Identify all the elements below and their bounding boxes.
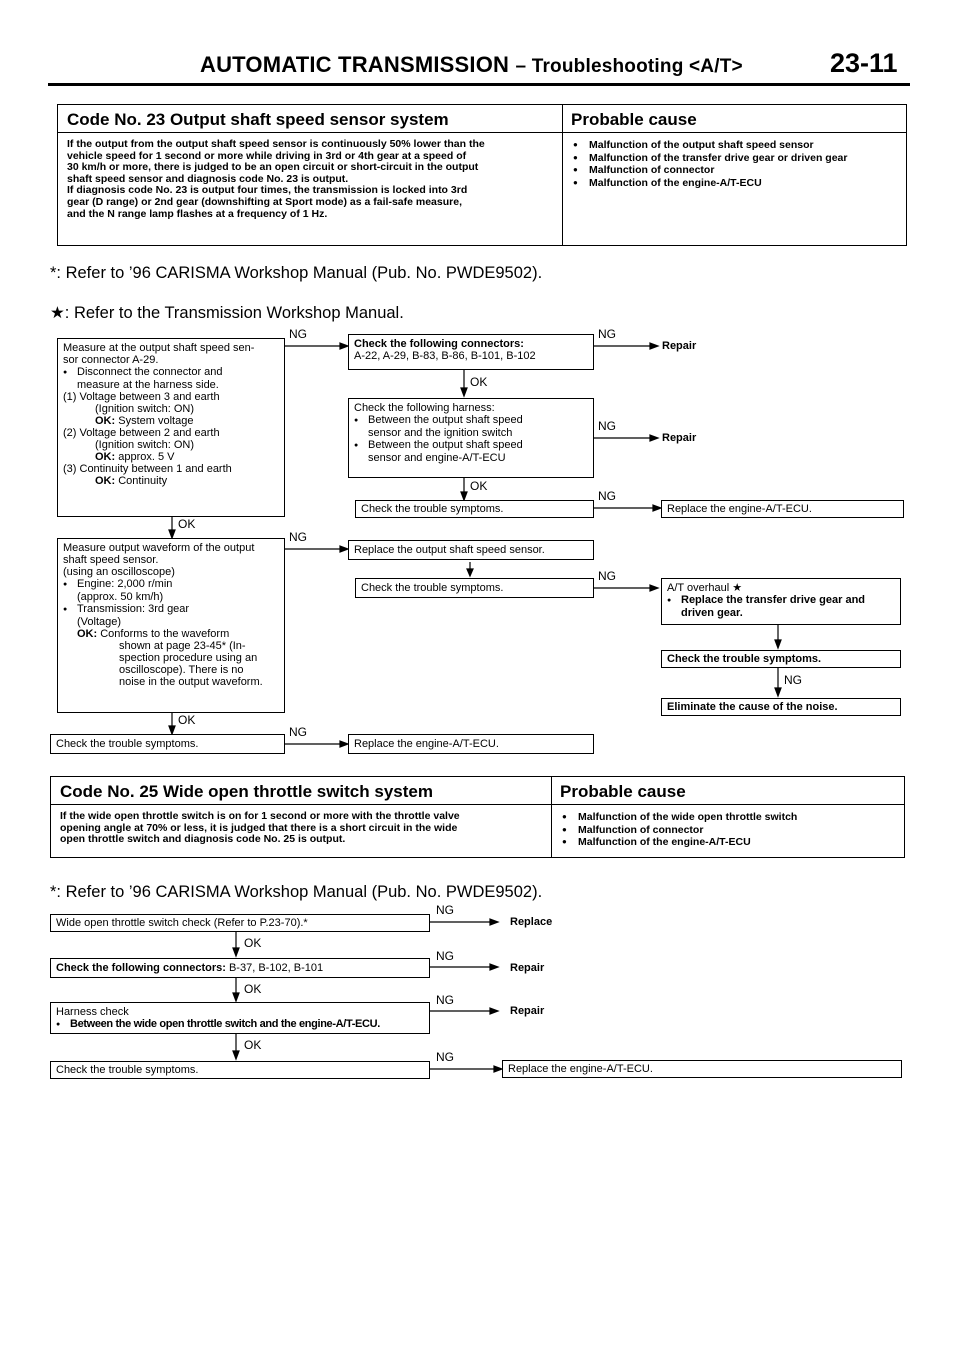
box-line: oscilloscope). There is no <box>119 664 244 676</box>
box-line: ● Transmission: 3rd gear <box>63 603 279 616</box>
ok-word: OK: <box>77 628 98 640</box>
eliminate-noise-box: Eliminate the cause of the noise. <box>661 698 901 716</box>
box-line: (using an oscilloscope) <box>63 566 175 578</box>
ng-label: NG <box>784 673 802 687</box>
ng-label: NG <box>598 569 616 583</box>
box-line: Conforms to the waveform <box>100 628 230 640</box>
ok-label: OK <box>178 517 196 531</box>
check-symptoms-box: Check the trouble symptoms. <box>661 650 901 668</box>
desc-line: opening angle at 70% or less, it is judged that there is a short circuit in the wide <box>60 821 458 834</box>
desc-line: 30 km/h or more, there is judged to be an open circuit or short-circuit in the output <box>67 161 479 174</box>
desc-line: If the output from the output shaft speed sensor is continuously 50% lower than the <box>67 138 485 150</box>
box-line: ● Replace the transfer drive gear and <box>667 594 895 607</box>
ok-label: OK <box>244 982 262 996</box>
ng-label: NG <box>289 725 307 739</box>
ng-label: NG <box>598 327 616 341</box>
check-symptoms-box: Check the trouble symptoms. <box>50 734 285 754</box>
box-title: Check the following connectors: <box>56 962 226 974</box>
ng-label: NG <box>436 1050 454 1064</box>
cause-item: ● Malfunction of the engine-A/T-ECU <box>562 836 897 849</box>
repair-result: Repair <box>510 962 545 974</box>
box-line: sor connector A-29. <box>63 354 159 366</box>
ng-label: NG <box>598 489 616 503</box>
desc-line: shaft speed sensor and diagnosis code No. 23 is output. <box>67 172 349 185</box>
box-line: ● Between the wide open throttle switch and the engine-A/T-ECU. <box>56 1018 424 1031</box>
workshop-note: *: Refer to ’96 CARISMA Workshop Manual (Pub. No. PWDE9502). <box>50 264 543 282</box>
box-line: (2) Voltage between 2 and earth <box>63 427 220 439</box>
repair-result: Repair <box>662 432 697 444</box>
code23-cause-header: Probable cause <box>562 105 906 133</box>
box-line: B-37, B-102, B-101 <box>228 962 324 974</box>
code25-title: Code No. 25 Wide open throttle switch system <box>51 777 551 805</box>
cause-item: ● Malfunction of the engine-A/T-ECU <box>573 177 903 190</box>
box-line: measure at the harness side. <box>77 379 219 391</box>
box-line: (Ignition switch: ON) <box>95 403 195 415</box>
box-line: (1) Voltage between 3 and earth <box>63 391 220 403</box>
box-line: Measure output waveform of the output <box>63 542 255 554</box>
replace-result: Replace <box>510 916 553 928</box>
desc-line: gear (D range) or 2nd gear (downshifting at Sport mode) as a fail-safe measure, <box>67 195 462 208</box>
box-line: (approx. 50 km/h) <box>77 591 164 603</box>
box-line: ● Between the output shaft speed <box>354 439 588 452</box>
box-line: Continuity <box>118 475 168 487</box>
replace-ecu-box: Replace the engine-A/T-ECU. <box>661 500 904 518</box>
box-line: shown at page 23-45* (In- <box>119 640 246 652</box>
replace-ecu-box: Replace the engine-A/T-ECU. <box>502 1060 902 1078</box>
title-sub: – Troubleshooting <A/T> <box>515 56 743 77</box>
check-symptoms-box: Check the trouble symptoms. <box>355 500 594 518</box>
harness-check-box <box>50 1002 430 1034</box>
ng-label: NG <box>436 993 454 1007</box>
ng-label: NG <box>289 530 307 544</box>
box-line: noise in the output waveform. <box>119 676 263 688</box>
box-line: sensor and the ignition switch <box>368 427 513 439</box>
ok-label: OK <box>244 1038 262 1052</box>
desc-line: open throttle switch and diagnosis code No. 25 is output. <box>60 833 346 846</box>
box-line: shaft speed sensor. <box>63 554 159 566</box>
page-number: 23-11 <box>830 48 898 78</box>
check-symptoms-box: Check the trouble symptoms. <box>50 1061 430 1079</box>
box-line: Check the following harness: <box>354 402 495 414</box>
code25-cause-header: Probable cause <box>551 777 904 805</box>
box-line: (Voltage) <box>77 616 122 628</box>
desc-line: If the wide open throttle switch is on for 1 second or more with the throttle valve <box>60 810 460 822</box>
cause-item: ● Malfunction of the wide open throttle switch <box>562 811 897 824</box>
transmission-note: ★: Refer to the Transmission Workshop Manual. <box>50 304 404 322</box>
replace-ecu-box: Replace the engine-A/T-ECU. <box>348 734 594 754</box>
ng-label: NG <box>598 419 616 433</box>
box-title: Check the following connectors: <box>354 338 524 350</box>
box-line: ● Disconnect the connector and <box>63 366 279 379</box>
box-line: A-22, A-29, B-83, B-86, B-101, B-102 <box>354 350 536 362</box>
desc-line: and the N range lamp flashes at a frequency of 1 Hz. <box>67 207 328 220</box>
ng-label: NG <box>436 903 454 917</box>
replace-sensor-box: Replace the output shaft speed sensor. <box>348 540 594 560</box>
box-line: (3) Continuity between 1 and earth <box>63 463 232 475</box>
desc-line: vehicle speed for 1 second or more while driving in 3rd or 4th gear at a speed of <box>67 149 467 162</box>
cause-item: ● Malfunction of connector <box>573 164 903 177</box>
cause-item: ● Malfunction of the output shaft speed sensor <box>573 139 903 152</box>
box-line: Measure at the output shaft speed sen- <box>63 342 255 354</box>
ok-word: OK: <box>95 475 116 487</box>
ok-label: OK <box>244 936 262 950</box>
ok-label: OK <box>470 479 488 493</box>
desc-line: If diagnosis code No. 23 is output four times, the transmission is locked into 3rd <box>67 184 468 197</box>
code23-title: Code No. 23 Output shaft speed sensor system <box>58 105 562 133</box>
wot-check-box: Wide open throttle switch check (Refer to P.23-70).* <box>50 914 430 932</box>
ok-label: OK <box>178 713 196 727</box>
cause-item: ● Malfunction of the transfer drive gear or driven gear <box>573 152 903 165</box>
ok-word: OK: <box>95 451 116 463</box>
box-title: Harness check <box>56 1006 129 1018</box>
repair-result: Repair <box>662 340 697 352</box>
box-title: A/T overhaul ★ <box>667 582 743 594</box>
ng-label: NG <box>289 327 307 341</box>
ok-label: OK <box>470 375 488 389</box>
repair-result: Repair <box>510 1005 545 1017</box>
box-line: spection procedure using an <box>119 652 258 664</box>
workshop-note: *: Refer to ’96 CARISMA Workshop Manual (Pub. No. PWDE9502). <box>50 883 543 901</box>
check-connectors-box <box>50 958 430 978</box>
ng-label: NG <box>436 949 454 963</box>
title-main: AUTOMATIC TRANSMISSION <box>200 52 510 77</box>
check-symptoms-box: Check the trouble symptoms. <box>355 578 594 598</box>
box-line: ● Between the output shaft speed <box>354 414 588 427</box>
cause-item: ● Malfunction of connector <box>562 824 897 837</box>
ok-word: OK: <box>95 415 116 427</box>
box-line: sensor and engine-A/T-ECU <box>368 452 506 464</box>
box-line: driven gear. <box>681 607 743 619</box>
box-line: ● Engine: 2,000 r/min <box>63 578 279 591</box>
box-line: (Ignition switch: ON) <box>95 439 195 451</box>
box-line: System voltage <box>118 415 194 427</box>
box-line: approx. 5 V <box>118 451 175 463</box>
